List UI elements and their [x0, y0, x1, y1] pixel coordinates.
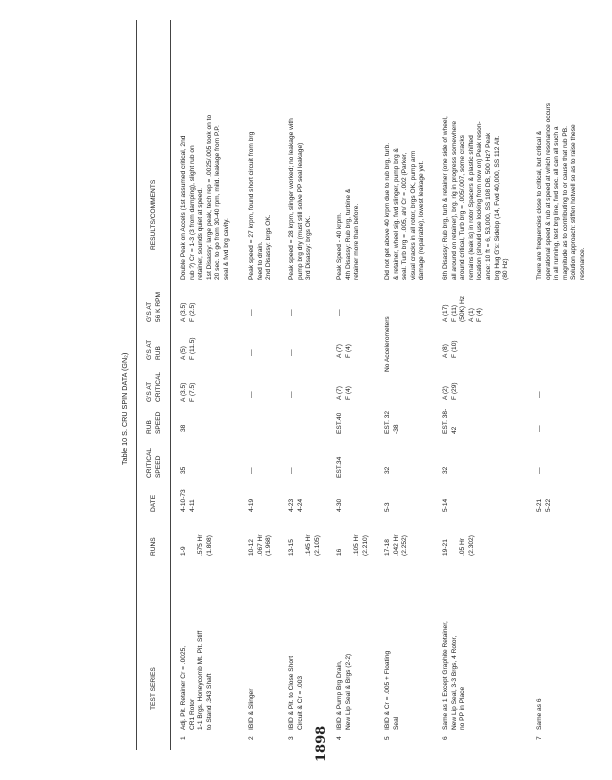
header-rub-speed: RUB SPEED: [146, 411, 162, 434]
row-3-gs-critical: —: [288, 391, 295, 398]
row-6-date: 5-14: [442, 498, 449, 512]
row-6-series: Same as 1 Except Graphite Retainer, New Lip Seal, 3-3 Brgs, 4 Rotor, no PP in Place: [442, 621, 467, 730]
row-4-runs: 16 .105 Hr (2.210): [336, 534, 369, 556]
row-1-gs-56k: A (3.5) F (2.5): [180, 302, 196, 322]
row-5-rub-speed: EST. 32 -38: [384, 410, 400, 434]
row-4-number: 4: [336, 736, 343, 740]
row-6-gs-critical: A (2) F (29): [442, 382, 458, 400]
row-4-critical-speed: EST.34: [336, 456, 343, 478]
row-2-critical-speed: —: [248, 467, 255, 474]
row-6-number: 6: [442, 736, 449, 740]
row-7-rub-speed: —: [536, 425, 543, 432]
row-2-date: 4-19: [248, 498, 255, 512]
row-5-series: IBID & Cr = .005 + Floating Seal: [384, 650, 400, 730]
row-3-critical-speed: —: [288, 467, 295, 474]
row-1-critical-speed: 35: [180, 466, 187, 474]
row-6-runs: 19-21 .05 Hr (2.302): [442, 535, 475, 556]
header-gs-critical: G'S AT CRITICAL: [146, 371, 162, 402]
row-7-date: 5-21 5-22: [536, 498, 552, 512]
row-7-series: Same as 6: [536, 698, 543, 730]
row-4-rub-speed: EST.40: [336, 412, 343, 434]
row-1-results: Double Peak on Accels (1st assumed critical, 2nd rub ?) Cr = 1-3 (3 from damping), slight rub on retainer, sounds quiet at speed. 1st Disassy: large peak, tech rep = .0025/.005 took on to 20 sec. to go from 30-40 rpm, mild. leakage from P.P. seal & fwd brg cavity.: [180, 114, 230, 280]
row-2-results: Peak speed = 27 krpm, found short circuit from brg feed to drain. 2nd Disassy: brgs OK.: [248, 131, 273, 280]
row-7-results: There are frequencies close to critical, but critical & operational speed & rub at speed at which resonance occurs in all running, test brg line, fwd sec. all can all such a magnitude as to contributing to or cause that rub PB. Solution approach: stiffen hotwell so as to raise these resonance.: [536, 102, 586, 280]
row-5-results: Did not get above 40 krpm due to rub brg, turb. & retainer, wheel sig. fwd slinger, pump brg & seal. Turb brg = .005, ah/ Cr = .002 (Parker, visual cracks in all rotor, brgs OK, pump arm damage (repairable), lowest leakage yet.: [384, 142, 426, 280]
row-1-gs-rub: A (5) F (11.5): [180, 337, 196, 360]
header-rule-bottom: [170, 20, 171, 750]
row-6-gs-rub: A (8) F (10): [442, 340, 458, 358]
row-4-gs-56k: —: [336, 309, 343, 316]
row-4-gs-rub: A (7) F (4): [336, 344, 352, 358]
row-6-results: 6th Disassy: Rub brg, turb & retainer (one side of wheel, all around on retainer), brg. rig in progress somewhere around critical, Turb brg = .005/.007, some cracks remains (leak is) in rotor Spacers & plastic shifted location (should use locking from now on) Peak reson- ance: 10 ft = 6, 53,000, SS 108 DB, 500 Hz? Peak brg Hug G's: Sidebp (14, Fwd 40,000, SS 112 Alt. (80 Hz): [442, 116, 510, 280]
row-5-number: 5: [384, 736, 391, 740]
row-4-series: IBID & Pump Brg Drain, New Lip Seal & Brgs (2-2): [336, 653, 352, 730]
row-4-date: 4-30: [336, 498, 343, 512]
header-test-series: TEST SERIES: [150, 667, 157, 710]
row-7-critical-speed: —: [536, 467, 543, 474]
header-date: DATE: [150, 494, 157, 512]
header-gs-rub: G'S AT RUB: [146, 339, 162, 360]
row-6-critical-speed: 32: [442, 466, 449, 474]
row-4-results: Peak Speed - 40 krpm. 4th Disassy: Rub brg, turbine & retainer more than before.: [336, 188, 361, 280]
row-3-gs-rub: —: [288, 349, 295, 356]
row-2-gs-rub: —: [248, 349, 255, 356]
header-gs-56k: G'S AT 56 K RPM: [146, 291, 162, 322]
row-4-gs-critical: A (7) F (4): [336, 386, 352, 400]
table-title: Table 10 S. CRU SPIN DATA (GN₂): [120, 352, 129, 465]
header-runs: RUNS: [150, 537, 157, 556]
row-2-runs: 10-12 .067 Hr (1.968): [248, 534, 273, 556]
row-6-rub-speed: EST. 38- 42: [442, 408, 458, 434]
row-7-gs-critical: —: [536, 391, 543, 398]
row-3-results: Peak speed = 28 krpm, slinger worked; no leakage with pump brg dry (must still solve PP seal leakage) 3rd Disassy: brgs OK.: [288, 118, 313, 280]
row-1-series: Adj. Pit. Retainer Cr = .0025, CR1 Rotor 1-1 Brgs. Honeycomb Mt. Pit. Stiff to Stand .343 Shaft: [180, 630, 213, 730]
row-3-number: 3: [288, 736, 295, 740]
row-5-critical-speed: 32: [384, 466, 391, 474]
row-5-date: 5-3: [384, 502, 391, 512]
row-2-series: IBID & Slinger: [248, 688, 255, 730]
header-results: RESULTS/COMMENTS: [150, 179, 157, 250]
row-3-date: 4-23 4-24: [288, 498, 304, 512]
row-2-gs-critical: —: [248, 391, 255, 398]
row-1-rub-speed: 38: [180, 424, 187, 432]
header-critical-speed: CRITICAL SPEED: [146, 447, 162, 478]
row-3-series: IBID & Pit. to Close Short Circuit & Cr = .003: [288, 655, 304, 730]
row-7-number: 7: [536, 736, 543, 740]
row-1-number: 1: [180, 736, 187, 740]
row-2-number: 2: [248, 736, 255, 740]
row-1-gs-critical: A (3.5) F (7.5): [180, 382, 196, 402]
row-2-gs-56k: —: [248, 309, 255, 316]
row-5-runs: 17-18 .042 Hr (2.252): [384, 534, 409, 556]
row-3-gs-56k: —: [288, 309, 295, 316]
row-5-gs-rub: No Accelerometers: [384, 316, 391, 372]
row-1-runs: 1-9 .575 Hr (1.808): [180, 534, 213, 556]
page-number: 1898: [314, 725, 329, 762]
row-3-runs: 13-15 .145 Hr (2.105): [288, 534, 321, 556]
row-1-date: 4-10-73 4-11: [180, 489, 196, 512]
row-6-gs-56k: A (17) F (11) (50K) Hz A (1) F (4): [442, 295, 484, 322]
header-rule-top: [136, 20, 137, 750]
